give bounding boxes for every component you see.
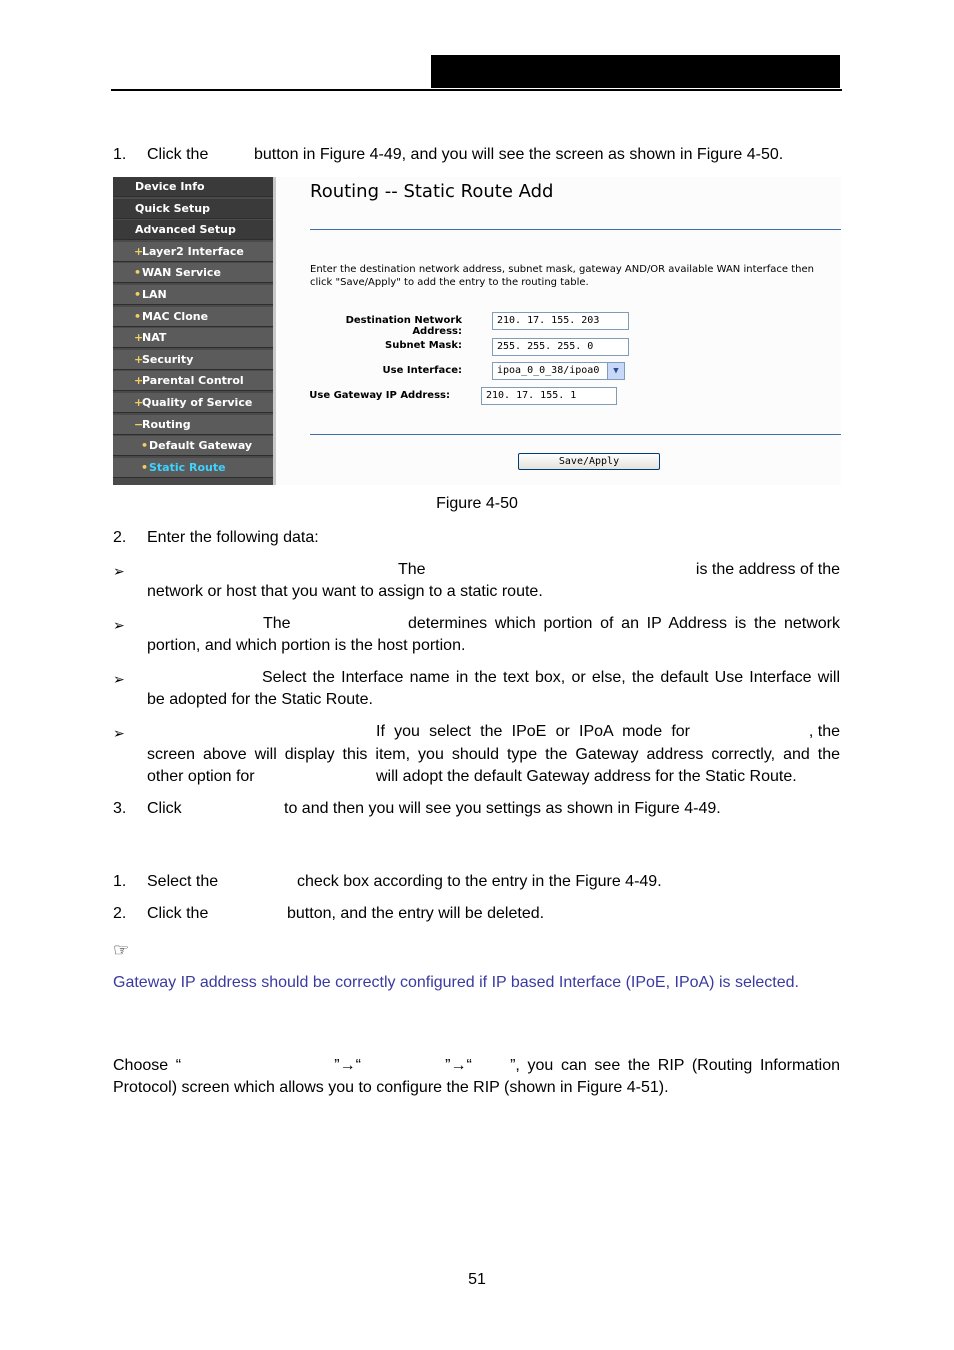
sidebar-item-label: LAN (142, 288, 167, 301)
bullet-4-text-b: , the (808, 723, 840, 740)
title-divider (310, 229, 841, 230)
sidebar-item-quality-of-service[interactable] (113, 393, 273, 413)
subnet-mask-label: Subnet Mask: (385, 340, 462, 351)
sidebar-item-label: Quick Setup (135, 202, 210, 215)
page-number: 51 (468, 1271, 486, 1288)
bullet-4-text-d: other option for (147, 768, 255, 785)
sidebar-item-device-info[interactable] (113, 177, 273, 197)
step-1-number: 1. (113, 146, 127, 163)
sidebar-item-wan-service[interactable] (113, 263, 273, 283)
dest-network-label: Destination Network Address: (345, 315, 462, 337)
save-apply-button[interactable]: Save/Apply (518, 453, 660, 470)
delete-step-1-text-a: Select the (147, 873, 219, 890)
sidebar-item-label: MAC Clone (142, 310, 209, 323)
sidebar-item-default-gateway[interactable] (113, 436, 273, 456)
bullet-4-text-a: If you select the IPoE or IPoA mode for (376, 723, 690, 740)
page-title: Routing -- Static Route Add (310, 181, 554, 202)
sidebar-item-marker: • (134, 288, 142, 301)
sidebar-item-parental-control[interactable] (113, 371, 273, 391)
router-screenshot (113, 177, 841, 485)
sidebar-item-security[interactable] (113, 350, 273, 370)
header-bar (431, 55, 840, 88)
sidebar-item-marker: • (134, 310, 142, 323)
bullet-3-text-c: be adopted for the Static Route. (147, 691, 373, 708)
sidebar-item-label: Device Info (135, 180, 205, 193)
step-2-text: Enter the following data: (147, 529, 319, 546)
sidebar-item-marker: + (134, 374, 144, 387)
sidebar-item-label: Security (142, 353, 194, 366)
rip-paragraph-line-1: Choose “ ”→“ ”→“ ”, you can see the RIP (Routing Information (113, 1057, 840, 1074)
page-description: Enter the destination network address, subnet mask, gateway AND/OR available WAN interface then click "Save/Apply" to add the entry to the routing table. (310, 264, 814, 288)
step-2-number: 2. (113, 529, 127, 546)
bullet-4-text-c: screen above will display this item, you should type the Gateway address correctly, and the (147, 746, 840, 763)
step-3-text-a: Click (147, 800, 182, 817)
sidebar-item-marker: + (134, 245, 144, 258)
delete-step-2-number: 2. (113, 905, 127, 922)
gateway-ip-input[interactable]: 210. 17. 155. 1 (481, 387, 617, 405)
form-divider (310, 434, 841, 435)
dest-network-input[interactable]: 210. 17. 155. 203 (492, 312, 629, 330)
bullet-marker: ➢ (113, 563, 125, 579)
use-interface-value: ipoa_0_0_38/ipoa0 (497, 365, 600, 376)
sidebar-item-label: Layer2 Interface (142, 245, 244, 258)
delete-step-2-text-b: button, and the entry will be deleted. (287, 905, 545, 922)
sidebar-item-marker: • (141, 439, 149, 452)
sidebar-item-label: Default Gateway (149, 439, 253, 452)
note-text: Gateway IP address should be correctly configured if IP based Interface (IPoE, IPoA) is selected. (113, 974, 799, 991)
sidebar-item-marker: + (134, 331, 144, 344)
sidebar-item-label: Parental Control (142, 374, 244, 387)
sidebar-item-label: Static Route (149, 461, 226, 474)
sidebar-menu (113, 177, 273, 485)
step-1-text-start: Click the (147, 146, 209, 163)
sidebar-item-label: Routing (142, 418, 191, 431)
bullet-marker: ➢ (113, 671, 125, 687)
sidebar-item-marker: • (141, 461, 149, 474)
bullet-3-text-a: Select the Interface name in the text box, or else, the default Use Interface will (262, 669, 840, 686)
sidebar-item-layer2-interface[interactable] (113, 242, 273, 262)
gateway-ip-label: Use Gateway IP Address: (309, 390, 450, 401)
step-3-text-b: to and then you will see you settings as shown in Figure 4-49. (284, 800, 721, 817)
pointing-hand-icon: ☞ (113, 940, 130, 960)
step-3-number: 3. (113, 800, 127, 817)
header-rule (111, 89, 842, 91)
sidebar-item-label: Advanced Setup (135, 223, 236, 236)
use-interface-label: Use Interface: (382, 365, 462, 376)
chevron-down-icon[interactable]: ▼ (607, 363, 624, 379)
step-1-text-end: button in Figure 4-49, and you will see the screen as shown in Figure 4-50. (254, 146, 784, 163)
static-route-panel (276, 177, 841, 485)
sidebar-item-marker: + (134, 396, 144, 409)
sidebar-item-static-route[interactable] (113, 458, 273, 478)
sidebar-item-marker: + (134, 353, 144, 366)
delete-step-2-text-a: Click the (147, 905, 209, 922)
delete-step-1-text-b: check box according to the entry in the Figure 4-49. (297, 873, 662, 890)
sidebar-item-routing[interactable] (113, 415, 273, 435)
use-interface-select[interactable] (492, 362, 625, 380)
sidebar-item-advanced-setup[interactable] (113, 220, 273, 240)
bullet-2-text-c: portion, and which portion is the host portion. (147, 637, 466, 654)
rip-paragraph-line-2: Protocol) screen which allows you to configure the RIP (shown in Figure 4-51). (113, 1079, 669, 1096)
bullet-marker: ➢ (113, 617, 125, 633)
sidebar-item-quick-setup[interactable] (113, 199, 273, 219)
sidebar-item-label: Quality of Service (142, 396, 253, 409)
subnet-mask-input[interactable]: 255. 255. 255. 0 (492, 338, 629, 356)
sidebar-item-mac-clone[interactable] (113, 307, 273, 327)
sidebar-item-marker: − (134, 418, 144, 431)
figure-caption: Figure 4-50 (436, 495, 518, 512)
sidebar-item-marker: • (134, 266, 142, 279)
bullet-1-text-a: The (398, 561, 426, 578)
bullet-1-text-b: is the address of the (695, 561, 840, 578)
bullet-2-text-a: The (263, 615, 291, 632)
bullet-2-text-b: determines which portion of an IP Address is the network (408, 615, 840, 632)
sidebar-item-label: WAN Service (142, 266, 221, 279)
bullet-marker: ➢ (113, 725, 125, 741)
bullet-1-text-c: network or host that you want to assign to a static route. (147, 583, 543, 600)
delete-step-1-number: 1. (113, 873, 127, 890)
sidebar-item-nat[interactable] (113, 328, 273, 348)
sidebar-item-lan[interactable] (113, 285, 273, 305)
bullet-4-text-e: will adopt the default Gateway address for the Static Route. (376, 768, 797, 785)
sidebar-item-label: NAT (142, 331, 167, 344)
